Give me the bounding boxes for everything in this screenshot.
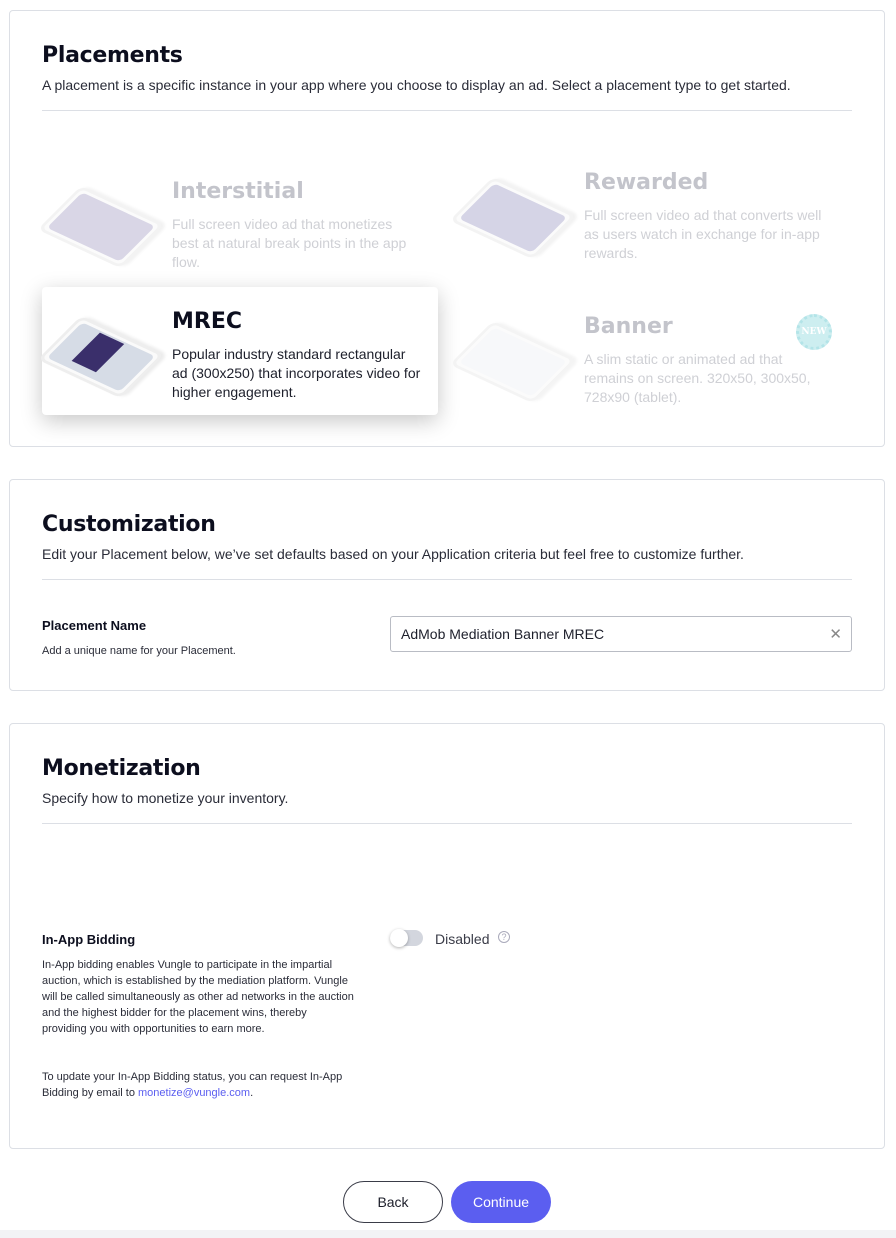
placements-title: Placements [42, 43, 183, 68]
placement-type-banner[interactable] [454, 292, 850, 420]
placement-name-input[interactable] [390, 616, 852, 652]
continue-button[interactable] [451, 1181, 551, 1223]
placement-type-mrec[interactable] [42, 287, 438, 415]
back-button[interactable] [343, 1181, 443, 1223]
in-app-bidding-description: In-App bidding enables Vungle to participate in the impartial auction, which is established by the mediation platform. Vungle will be called simultaneously as other ad networks in the auction and the highest bidder for the placement wins, thereby providing you with opportunities to earn more. [42, 959, 354, 1035]
placements-subtitle: A placement is a specific instance in your app where you choose to display an ad. Select a placement type to get started. [42, 77, 791, 93]
customization-subtitle: Edit your Placement below, we’ve set defaults based on your Application criteria but feel free to customize further. [42, 546, 744, 562]
email-link[interactable]: monetize@vungle.com [138, 1087, 251, 1099]
placement-type-description: Full screen video ad that monetizes best at natural break points in the app flow. [172, 216, 407, 270]
placements-card [9, 10, 885, 447]
placement-type-description: Popular industry standard rectangular ad (300x250) that incorporates video for higher engagement. [172, 346, 421, 400]
placement-type-description: Full screen video ad that converts well as users watch in exchange for in-app rewards. [584, 207, 822, 261]
phone-play-icon [37, 186, 164, 269]
monetization-title: Monetization [42, 756, 201, 781]
customization-title: Customization [42, 512, 216, 537]
placement-name-help: Add a unique name for your Placement. [42, 645, 236, 657]
toggle-state-label: Disabled [435, 931, 490, 947]
placement-type-rewarded[interactable] [454, 148, 850, 276]
placement-type-name: Interstitial [172, 179, 304, 204]
phone-banner-icon [449, 321, 576, 404]
clear-icon[interactable]: ✕ [829, 626, 842, 643]
placement-name-label: Placement Name [42, 618, 147, 633]
back-label: Back [377, 1194, 409, 1210]
help-icon[interactable]: ? [498, 931, 510, 943]
in-app-bidding-update: To update your In-App Bidding status, you can request In-App Bidding by email to monetize@vungle.com. [42, 1071, 343, 1099]
monetization-subtitle: Specify how to monetize your inventory. [42, 790, 289, 806]
footer-bar [0, 1230, 896, 1238]
divider [42, 823, 852, 824]
update-text: To update your In-App Bidding status, you can request In-App Bidding by email to [42, 1071, 343, 1099]
new-badge-icon: NEW [796, 314, 832, 350]
phone-mrec-icon [37, 316, 164, 399]
monetization-card [9, 723, 885, 1149]
placement-type-description: A slim static or animated ad that remains on screen. 320x50, 300x50, 728x90 (tablet). [584, 351, 811, 405]
in-app-bidding-label: In-App Bidding [42, 932, 136, 947]
divider [42, 110, 852, 111]
placement-type-name: MREC [172, 309, 243, 334]
customization-card [9, 479, 885, 691]
placement-type-name: Rewarded [584, 170, 709, 195]
placement-type-name: Banner [584, 314, 673, 339]
divider [42, 579, 852, 580]
in-app-bidding-toggle[interactable] [390, 930, 423, 946]
placement-name-value: AdMob Mediation Banner MREC [401, 626, 605, 642]
phone-diamond-icon [449, 177, 576, 260]
continue-label: Continue [472, 1194, 530, 1210]
placement-type-interstitial[interactable] [42, 157, 438, 285]
